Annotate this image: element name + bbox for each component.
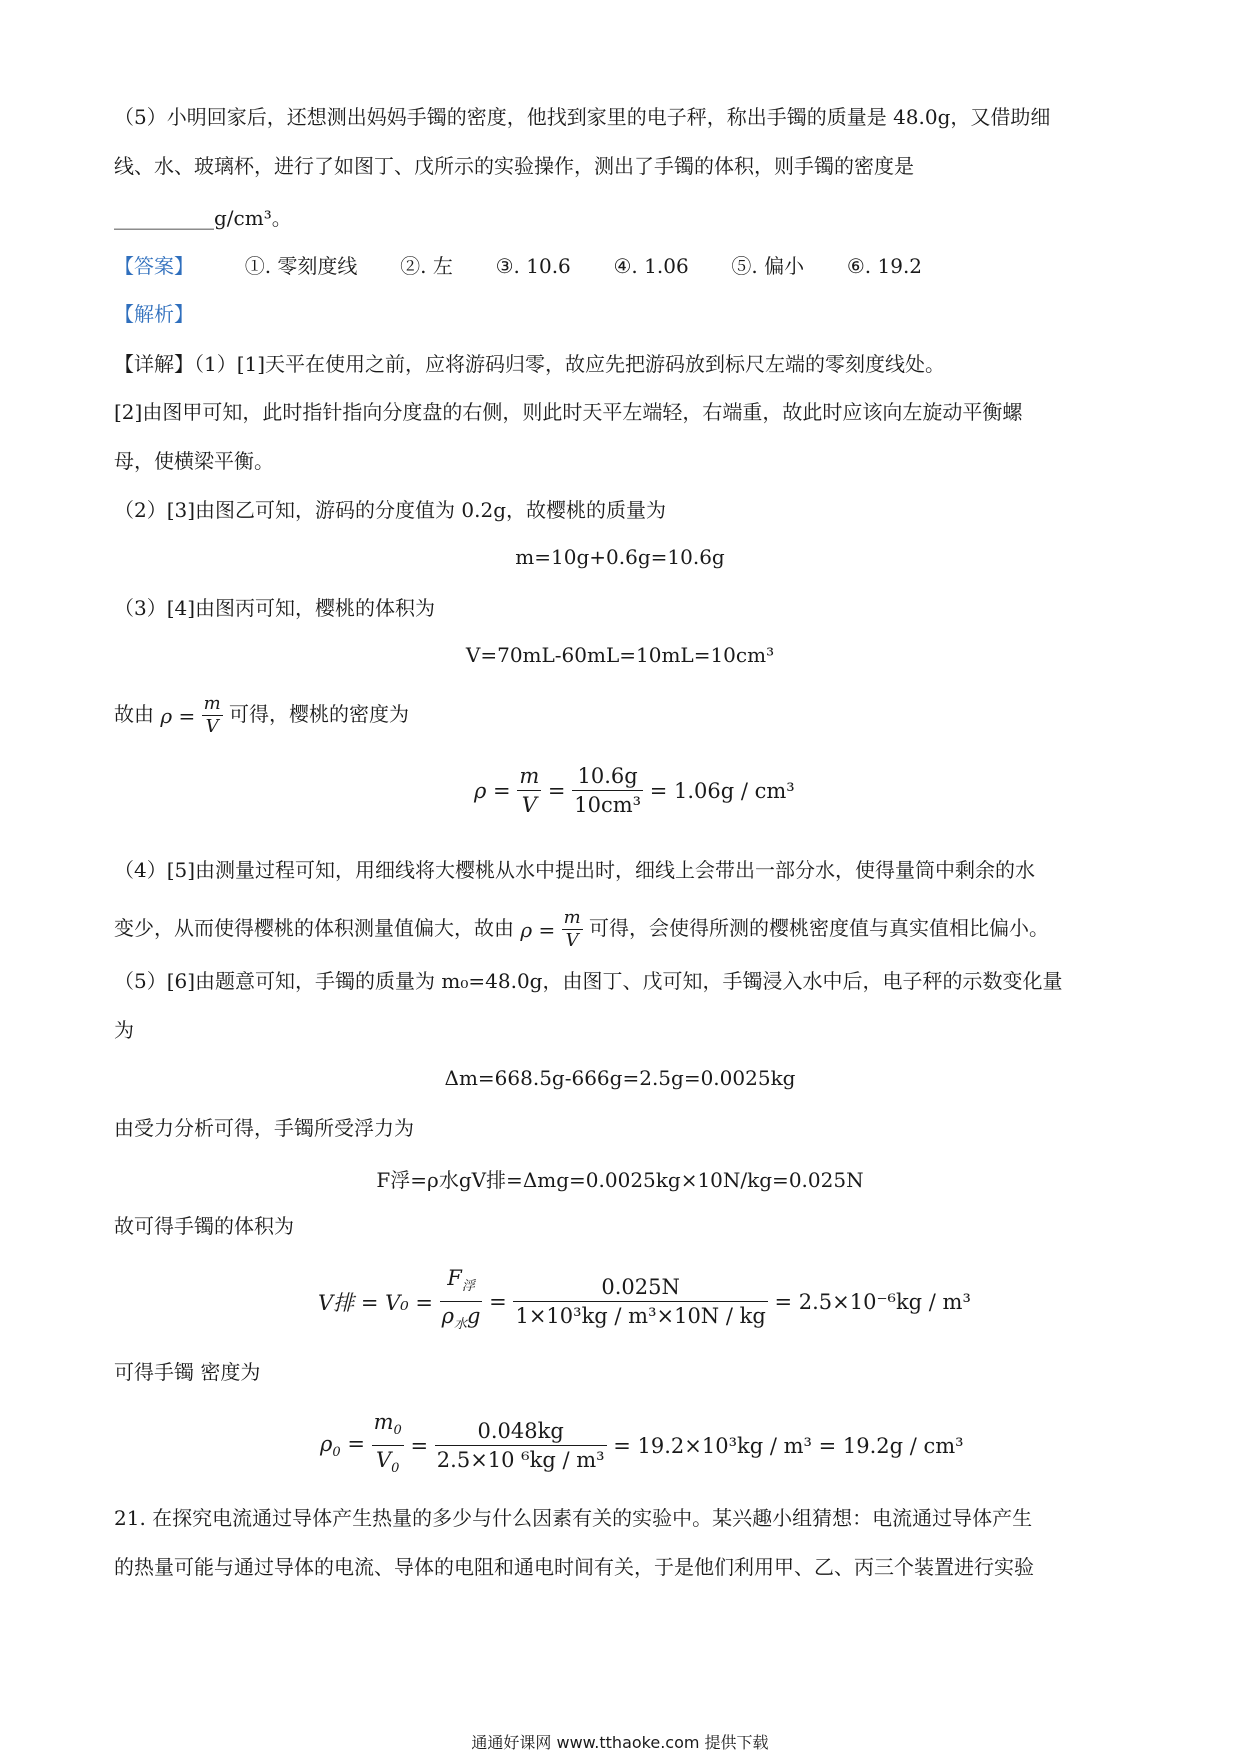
- detail-line-5: （3）[4]由图丙可知，樱桃的体积为: [114, 596, 436, 620]
- answer-item: ①. 零刻度线: [244, 254, 358, 278]
- equation-density: ρ = $\frac{m}{V}$ = $\frac{10.6g}{\text{10cm³}}$ = 1.06g / cm³: [474, 764, 795, 817]
- text-suffix: 可得，樱桃的密度为: [229, 702, 410, 726]
- fraction-numerator: 0.025N: [601, 1275, 680, 1300]
- answer-item: ②. 左: [400, 254, 453, 278]
- text-prefix: 变少，从而使得樱桃的体积测量值偏大，故由: [114, 916, 514, 940]
- text-suffix: 可得，会使得所测的樱桃密度值与真实值相比偏小。: [589, 916, 1050, 940]
- equation-result: = 19.2×10³kg / m³ = 19.2g / cm³: [613, 1433, 964, 1458]
- equation-buoyancy: F浮=ρ水gV排=Δmg=0.0025kg×10N/kg=0.025N: [376, 1168, 864, 1192]
- fraction-m-over-v: $\frac{m}{V}$: [203, 693, 221, 737]
- answer-item: ④. 1.06: [613, 254, 689, 278]
- detail-label: 【详解】: [114, 352, 194, 376]
- footer-source: 通通好课网 www.tthaoke.com 提供下载: [471, 1733, 769, 1752]
- equation-volume: V=70mL-60mL=10mL=10cm³: [465, 643, 775, 667]
- density-unit: g/cm³。: [214, 206, 292, 230]
- fraction-denominator: 1×10³kg / m³×10N / kg: [513, 1301, 767, 1330]
- answer-row: [114, 252, 922, 280]
- detail-line-1: [114, 350, 945, 378]
- q21-line-1: 21. 在探究电流通过导体产生热量的多少与什么因素有关的实验中。某兴趣小组猜想：电流通过导体产生: [114, 1506, 1033, 1530]
- answer-item: ③. 10.6: [495, 254, 571, 278]
- text-prefix: 故由: [114, 702, 154, 726]
- detail-line-2: [2]由图甲可知，此时指针指向分度盘的右侧，则此时天平左端轻，右端重，故此时应该向左旋动平衡螺: [114, 400, 1023, 424]
- equation-bracelet-density: $\rho_0$ = $\frac{m_0}{V_0}$ = $\frac{0.048kg}{\text{2.5×10 ⁶kg / m³}}$ = 19.2×10³kg / m³ = 19.2g / cm³: [320, 1408, 964, 1483]
- fraction-numerator: 10.6g: [577, 764, 638, 788]
- fraction-denominator: 10cm³: [572, 790, 643, 819]
- q5-line-3: [114, 204, 292, 232]
- answer-blank: __________: [114, 206, 214, 230]
- equation-result: = 2.5×10⁻⁶kg / m³: [774, 1289, 971, 1314]
- equation-mass-change: Δm=668.5g-666g=2.5g=0.0025kg: [444, 1066, 796, 1090]
- answer-item: ⑤. 偏小: [731, 254, 805, 278]
- equation-mass: m=10g+0.6g=10.6g: [515, 545, 725, 569]
- equation-lhs: V排 = V₀ =: [318, 1290, 433, 1315]
- q5-line-1: （5）小明回家后，还想测出妈妈手镯的密度，他找到家里的电子秤，称出手镯的质量是 48.0g，又借助细: [114, 105, 1051, 129]
- formula-rho: ρ =: [160, 703, 196, 728]
- detail-line-6: [114, 690, 409, 740]
- q21-line-2: 的热量可能与通过导体的电流、导体的电阻和通电时间有关，于是他们利用甲、乙、丙三个装置进行实验: [114, 1555, 1034, 1579]
- equation-result: = 1.06g / cm³: [649, 778, 795, 803]
- detail-line-7: （4）[5]由测量过程可知，用细线将大樱桃从水中提出时，细线上会带出一部分水，使得量筒中剩余的水: [114, 858, 1036, 882]
- detail-line-11: 由受力分析可得，手镯所受浮力为: [114, 1116, 414, 1140]
- detail-line-10: 为: [114, 1018, 134, 1042]
- fraction-denominator: 2.5×10 ⁶kg / m³: [435, 1445, 607, 1474]
- detail-line-4: （2）[3]由图乙可知，游码的分度值为 0.2g，故樱桃的质量为: [114, 498, 667, 522]
- q5-line-2: 线、水、玻璃杯，进行了如图丁、戊所示的实验操作，测出了手镯的体积，则手镯的密度是: [114, 154, 914, 178]
- equation-bracelet-volume: V排 = V₀ = $\frac{F_浮}{\rho_水g}$ = $\frac{0.025N}{\text{1×10³kg / m³×10N / kg}}$ = 2.5×10⁻⁶kg / m³: [318, 1264, 971, 1339]
- analysis-label: 【解析】: [114, 302, 194, 326]
- detail-line-3: 母，使横梁平衡。: [114, 449, 274, 473]
- detail-line-12: 故可得手镯的体积为: [114, 1214, 294, 1238]
- fraction-numerator: 0.048kg: [477, 1419, 564, 1444]
- answer-item: ⑥. 19.2: [846, 254, 923, 278]
- detail-line-8: 变少，从而使得樱桃的体积测量值偏大，故由 ρ = $\frac{m}{V}$ 可得，会使得所测的樱桃密度值与真实值相比偏小。: [114, 907, 1050, 951]
- detail-line-13: 可得手镯 密度为: [114, 1360, 261, 1384]
- answer-label: 【答案】: [114, 254, 194, 278]
- detail-text: （1）[1]天平在使用之前，应将游码归零，故应先把游码放到标尺左端的零刻度线处。: [194, 352, 946, 376]
- detail-line-9: （5）[6]由题意可知，手镯的质量为 m₀=48.0g，由图丁、戊可知，手镯浸入水中后，电子秤的示数变化量: [114, 969, 1063, 993]
